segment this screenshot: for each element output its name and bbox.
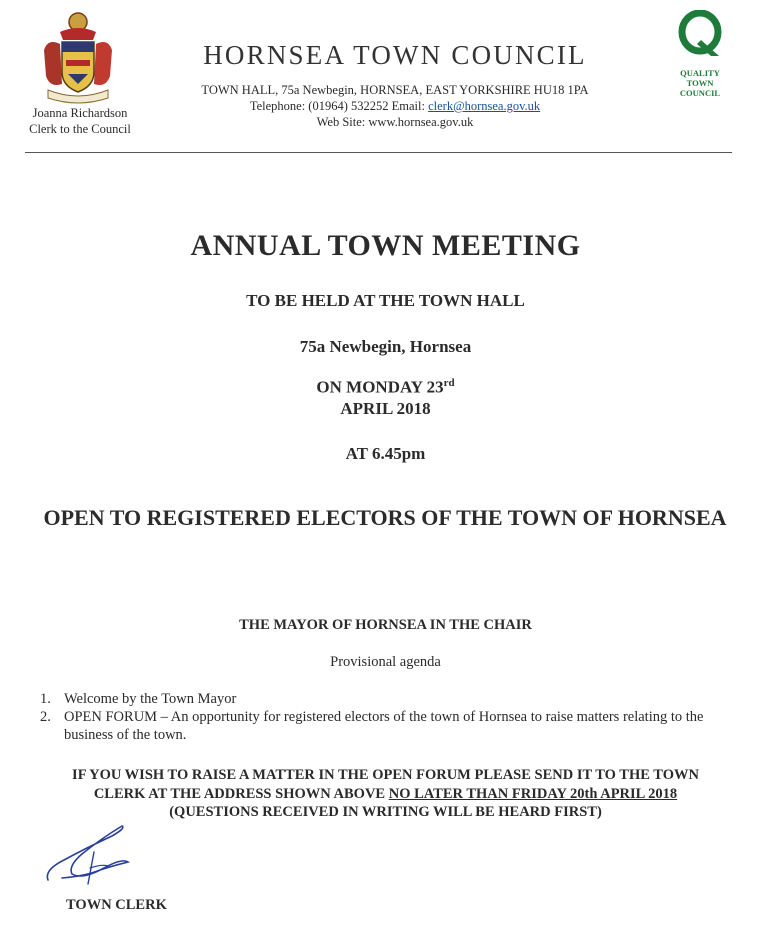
meeting-date-line2: APRIL 2018 (340, 399, 431, 418)
list-text: OPEN FORUM – An opportunity for registered electors of the town of Hornsea to raise matters relating to the business of the town. (64, 709, 704, 743)
agenda-heading: Provisional agenda (330, 654, 441, 670)
telephone-label: Telephone: (01964) 532252 Email: (249, 99, 425, 113)
notice-line (0, 785, 771, 804)
chair-line: THE MAYOR OF HORNSEA IN THE CHAIR (239, 617, 532, 633)
website-line: Web Site: www.hornsea.gov.uk (316, 115, 474, 129)
meeting-title: ANNUAL TOWN MEETING (190, 229, 581, 262)
quality-line: COUNCIL (679, 88, 721, 98)
header-divider (25, 152, 732, 153)
handwritten-signature (42, 818, 162, 890)
contact-block (150, 82, 640, 130)
telephone-line (150, 98, 640, 114)
submission-notice (0, 766, 771, 822)
list-item (22, 690, 722, 708)
council-crest-logo (38, 10, 118, 105)
quality-council-text (662, 68, 738, 98)
clerk-name: Joanna Richardson (32, 106, 128, 120)
meeting-date-line1 (0, 377, 771, 398)
quality-council-logo (675, 10, 725, 58)
date-text: ON MONDAY 23 (316, 377, 444, 397)
council-title: HORNSEA TOWN COUNCIL (203, 40, 587, 70)
list-item (22, 708, 722, 744)
list-number: 2. (40, 709, 51, 725)
signatory-title: TOWN CLERK (66, 897, 167, 913)
list-number: 1. (40, 691, 51, 707)
address-line: TOWN HALL, 75a Newbegin, HORNSEA, EAST YORKSHIRE HU18 1PA (201, 83, 589, 97)
venue-line: TO BE HELD AT THE TOWN HALL (246, 291, 525, 310)
open-to-electors: OPEN TO REGISTERED ELECTORS OF THE TOWN OF HORNSEA (43, 505, 727, 530)
date-suffix: rd (443, 377, 455, 389)
quality-line: QUALITY (680, 68, 720, 78)
deadline-text: NO LATER THAN FRIDAY 20th APRIL 2018 (388, 785, 678, 802)
notice-text: CLERK AT THE ADDRESS SHOWN ABOVE (93, 785, 389, 802)
quality-line: TOWN (686, 78, 714, 88)
notice-line: (QUESTIONS RECEIVED IN WRITING WILL BE HEARD FIRST) (169, 804, 602, 820)
clerk-block (14, 105, 146, 137)
meeting-time: AT 6.45pm (345, 444, 426, 463)
list-text: Welcome by the Town Mayor (64, 691, 237, 707)
venue-address: 75a Newbegin, Hornsea (299, 337, 472, 356)
notice-line: IF YOU WISH TO RAISE A MATTER IN THE OPEN FORUM PLEASE SEND IT TO THE TOWN (72, 767, 699, 783)
clerk-title: Clerk to the Council (29, 122, 131, 136)
agenda-list (22, 690, 722, 744)
email-link[interactable]: clerk@hornsea.gov.uk (428, 99, 541, 113)
